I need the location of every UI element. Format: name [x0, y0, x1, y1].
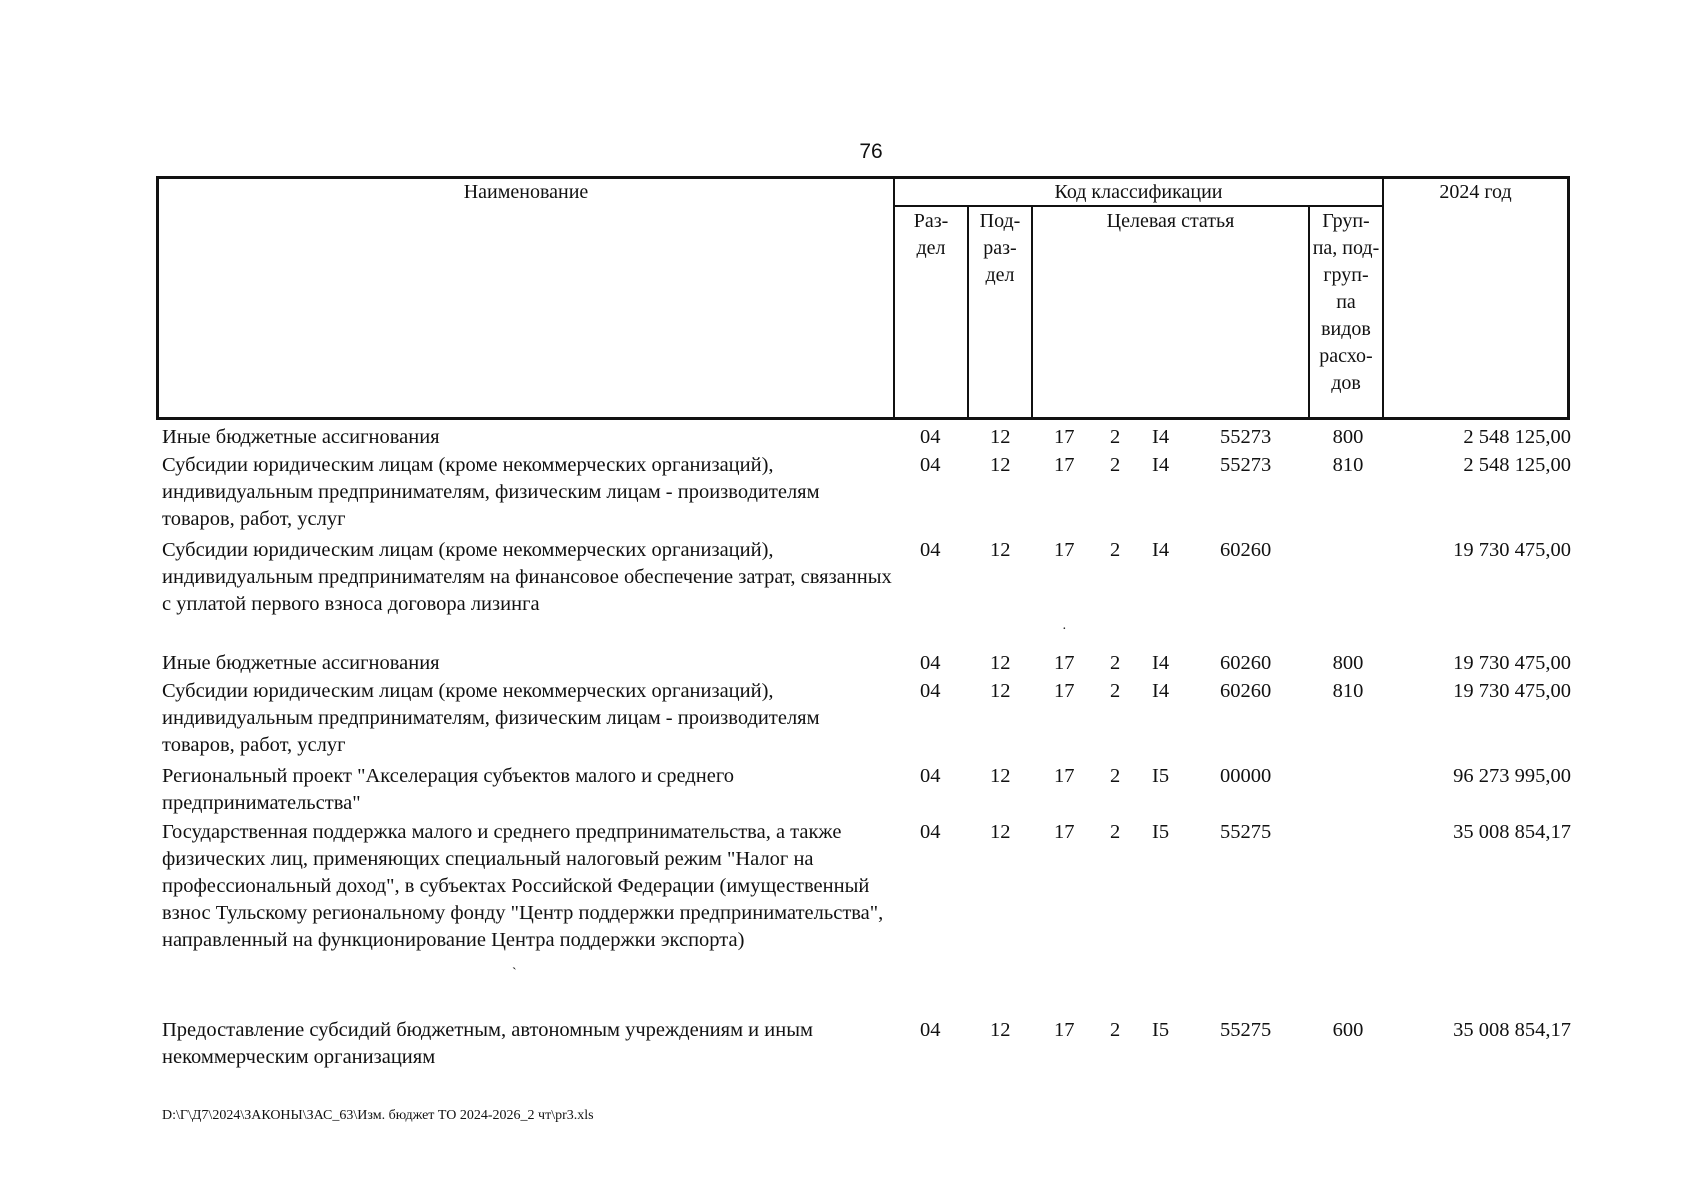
row-razdel: 04	[920, 680, 941, 702]
row-target-program: 17	[1054, 1019, 1075, 1041]
header-name: Наименование	[463, 181, 589, 203]
row-podrazdel: 12	[990, 652, 1011, 674]
row-group: 800	[1332, 426, 1364, 448]
row-target-direction: 60260	[1220, 680, 1272, 702]
row-name: Субсидии юридическим лицам (кроме некоммерческих организаций), индивидуальным предпринимателям, физическим лицам - производителям товаров, работ, услуг	[162, 454, 820, 530]
footer-file-path: D:\Г\Д7\2024\ЗАКОНЫ\ЗАС_63\Изм. бюджет ТО 2024-2026_2 чт\pr3.xls	[162, 1108, 594, 1123]
row-amount: 19 730 475,00	[1453, 652, 1571, 674]
row-target-direction: 55275	[1220, 1019, 1272, 1041]
row-group: 800	[1332, 652, 1364, 674]
row-target-project: I4	[1152, 454, 1170, 476]
row-target-project: I4	[1152, 652, 1170, 674]
row-razdel: 04	[920, 652, 941, 674]
scan-tick: `	[512, 966, 517, 981]
row-name: Субсидии юридическим лицам (кроме некоммерческих организаций), индивидуальным предпринимателям на финансовое обеспечение затрат, связанных с уплатой первого взноса договора лизинга	[162, 539, 892, 615]
row-podrazdel: 12	[990, 454, 1011, 476]
row-target-program: 17	[1054, 652, 1075, 674]
row-razdel: 04	[920, 1019, 941, 1041]
row-razdel: 04	[920, 454, 941, 476]
page-number: 76	[859, 140, 883, 163]
row-razdel: 04	[920, 821, 941, 843]
row-target-project: I4	[1152, 680, 1170, 702]
row-target-direction: 55275	[1220, 821, 1272, 843]
row-target-subprogram: 2	[1110, 454, 1121, 476]
row-name: Иные бюджетные ассигнования	[162, 652, 440, 674]
row-target-program: 17	[1054, 426, 1075, 448]
row-target-subprogram: 2	[1110, 652, 1121, 674]
row-target-subprogram: 2	[1110, 680, 1121, 702]
row-podrazdel: 12	[990, 426, 1011, 448]
row-razdel: 04	[920, 765, 941, 787]
row-target-direction: 55273	[1220, 426, 1272, 448]
row-target-program: 17	[1054, 539, 1075, 561]
scan-dot: ·	[1062, 622, 1067, 637]
header-group: Груп- па, под- груп- па видов расхо- дов	[1312, 210, 1380, 394]
row-target-project: I5	[1152, 765, 1170, 787]
row-razdel: 04	[920, 426, 941, 448]
row-amount: 19 730 475,00	[1453, 680, 1571, 702]
row-amount: 2 548 125,00	[1463, 454, 1571, 476]
row-name: Государственная поддержка малого и среднего предпринимательства, а также физических лиц, применяющих специальный налоговый режим "Налог на профессиональный доход", в субъектах Российской Федерации (имущественный взнос Тульскому региональному фонду "Центр поддержки предпринимательства", направленный на функционирование Центра поддержки экспорта)	[162, 821, 884, 951]
header-divider	[1382, 179, 1384, 417]
row-target-project: I5	[1152, 1019, 1170, 1041]
header-razdel: Раз- дел	[913, 210, 949, 259]
row-podrazdel: 12	[990, 821, 1011, 843]
row-target-project: I4	[1152, 539, 1170, 561]
row-target-subprogram: 2	[1110, 426, 1121, 448]
row-name: Предоставление субсидий бюджетным, автономным учреждениям и иным некоммерческим организациям	[162, 1019, 813, 1068]
row-amount: 2 548 125,00	[1463, 426, 1571, 448]
row-target-program: 17	[1054, 821, 1075, 843]
header-divider	[1031, 207, 1033, 417]
row-target-direction: 60260	[1220, 652, 1272, 674]
row-target-subprogram: 2	[1110, 1019, 1121, 1041]
row-target-subprogram: 2	[1110, 539, 1121, 561]
row-amount: 19 730 475,00	[1453, 539, 1571, 561]
row-name: Субсидии юридическим лицам (кроме некоммерческих организаций), индивидуальным предпринимателям, физическим лицам - производителям товаров, работ, услуг	[162, 680, 820, 756]
row-razdel: 04	[920, 539, 941, 561]
row-group: 810	[1332, 680, 1364, 702]
header-podrazdel: Под- раз- дел	[979, 210, 1021, 286]
row-target-direction: 60260	[1220, 539, 1272, 561]
header-target: Целевая статья	[1106, 210, 1235, 232]
row-group: 810	[1332, 454, 1364, 476]
table-header	[156, 176, 1570, 420]
row-group: 600	[1332, 1019, 1364, 1041]
row-target-subprogram: 2	[1110, 765, 1121, 787]
header-classification: Код классификации	[1054, 181, 1223, 203]
row-podrazdel: 12	[990, 680, 1011, 702]
row-target-subprogram: 2	[1110, 821, 1121, 843]
header-year: 2024 год	[1439, 181, 1512, 203]
row-amount: 35 008 854,17	[1453, 1019, 1571, 1041]
row-target-program: 17	[1054, 765, 1075, 787]
row-podrazdel: 12	[990, 539, 1011, 561]
row-amount: 96 273 995,00	[1453, 765, 1571, 787]
row-name: Региональный проект "Акселерация субъектов малого и среднего предпринимательства"	[162, 765, 735, 814]
row-podrazdel: 12	[990, 1019, 1011, 1041]
row-target-direction: 00000	[1220, 765, 1272, 787]
row-target-project: I5	[1152, 821, 1170, 843]
row-target-project: I4	[1152, 426, 1170, 448]
row-target-direction: 55273	[1220, 454, 1272, 476]
row-podrazdel: 12	[990, 765, 1011, 787]
row-target-program: 17	[1054, 680, 1075, 702]
row-amount: 35 008 854,17	[1453, 821, 1571, 843]
row-target-program: 17	[1054, 454, 1075, 476]
row-name: Иные бюджетные ассигнования	[162, 426, 440, 448]
